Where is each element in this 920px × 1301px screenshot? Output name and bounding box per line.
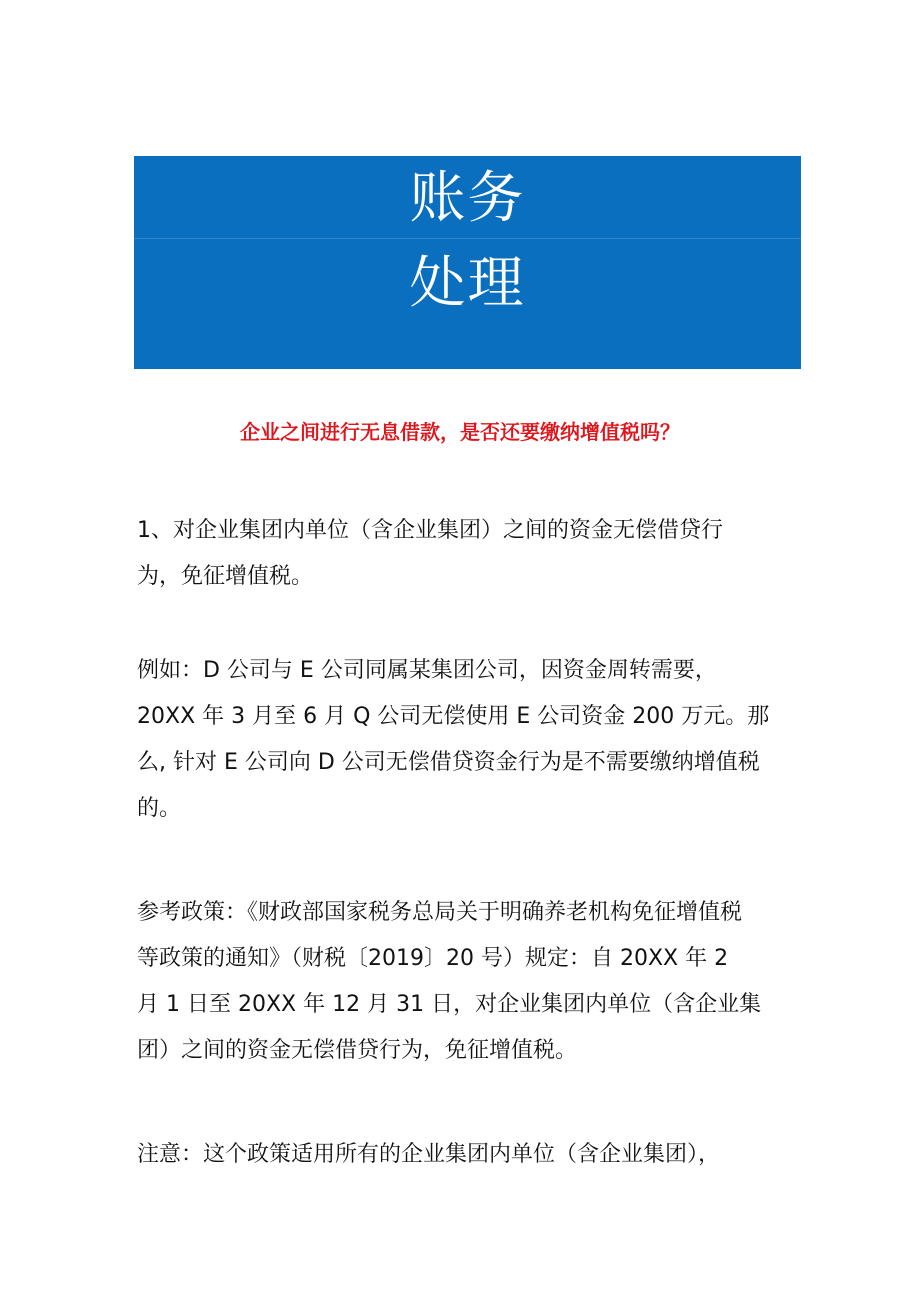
banner-title-line-1: 账务 — [409, 166, 526, 231]
paragraph-example — [137, 648, 797, 832]
paragraph-policy-reference — [137, 890, 797, 1074]
paragraph-line: 1、对企业集团内单位（含企业集团）之间的资金无偿借贷行 — [137, 518, 723, 543]
paragraph-line: 么, 针对 E 公司向 D 公司无偿借贷资金行为是不需要缴纳增值税 — [137, 750, 760, 775]
paragraph-1 — [137, 508, 797, 600]
paragraph-line: 的。 — [137, 796, 182, 821]
paragraph-line: 等政策的通知》（财税〔2019〕20 号）规定：自 20XX 年 2 — [137, 946, 729, 971]
banner-title-line-2: 处理 — [409, 251, 526, 316]
paragraph-line: 注意：这个政策适用所有的企业集团内单位（含企业集团）， — [137, 1142, 721, 1167]
paragraph-line: 为，免征增值税。 — [137, 564, 314, 589]
banner-divider — [134, 238, 801, 239]
article-subtitle: 企业之间进行无息借款，是否还要缴纳增值税吗？ — [240, 420, 680, 444]
paragraph-line: 20XX 年 3 月至 6 月 Q 公司无偿使用 E 公司资金 200 万元。那 — [137, 704, 770, 729]
paragraph-line: 例如：D 公司与 E 公司同属某集团公司，因资金周转需要， — [137, 658, 717, 683]
paragraph-line: 团）之间的资金无偿借贷行为，免征增值税。 — [137, 1038, 578, 1063]
title-banner — [134, 156, 801, 369]
paragraph-line: 月 1 日至 20XX 年 12 月 31 日，对企业集团内单位（含企业集 — [137, 992, 762, 1017]
paragraph-line: 参考政策：《财政部国家税务总局关于明确养老机构免征增值税 — [137, 900, 743, 925]
paragraph-note — [137, 1132, 797, 1178]
